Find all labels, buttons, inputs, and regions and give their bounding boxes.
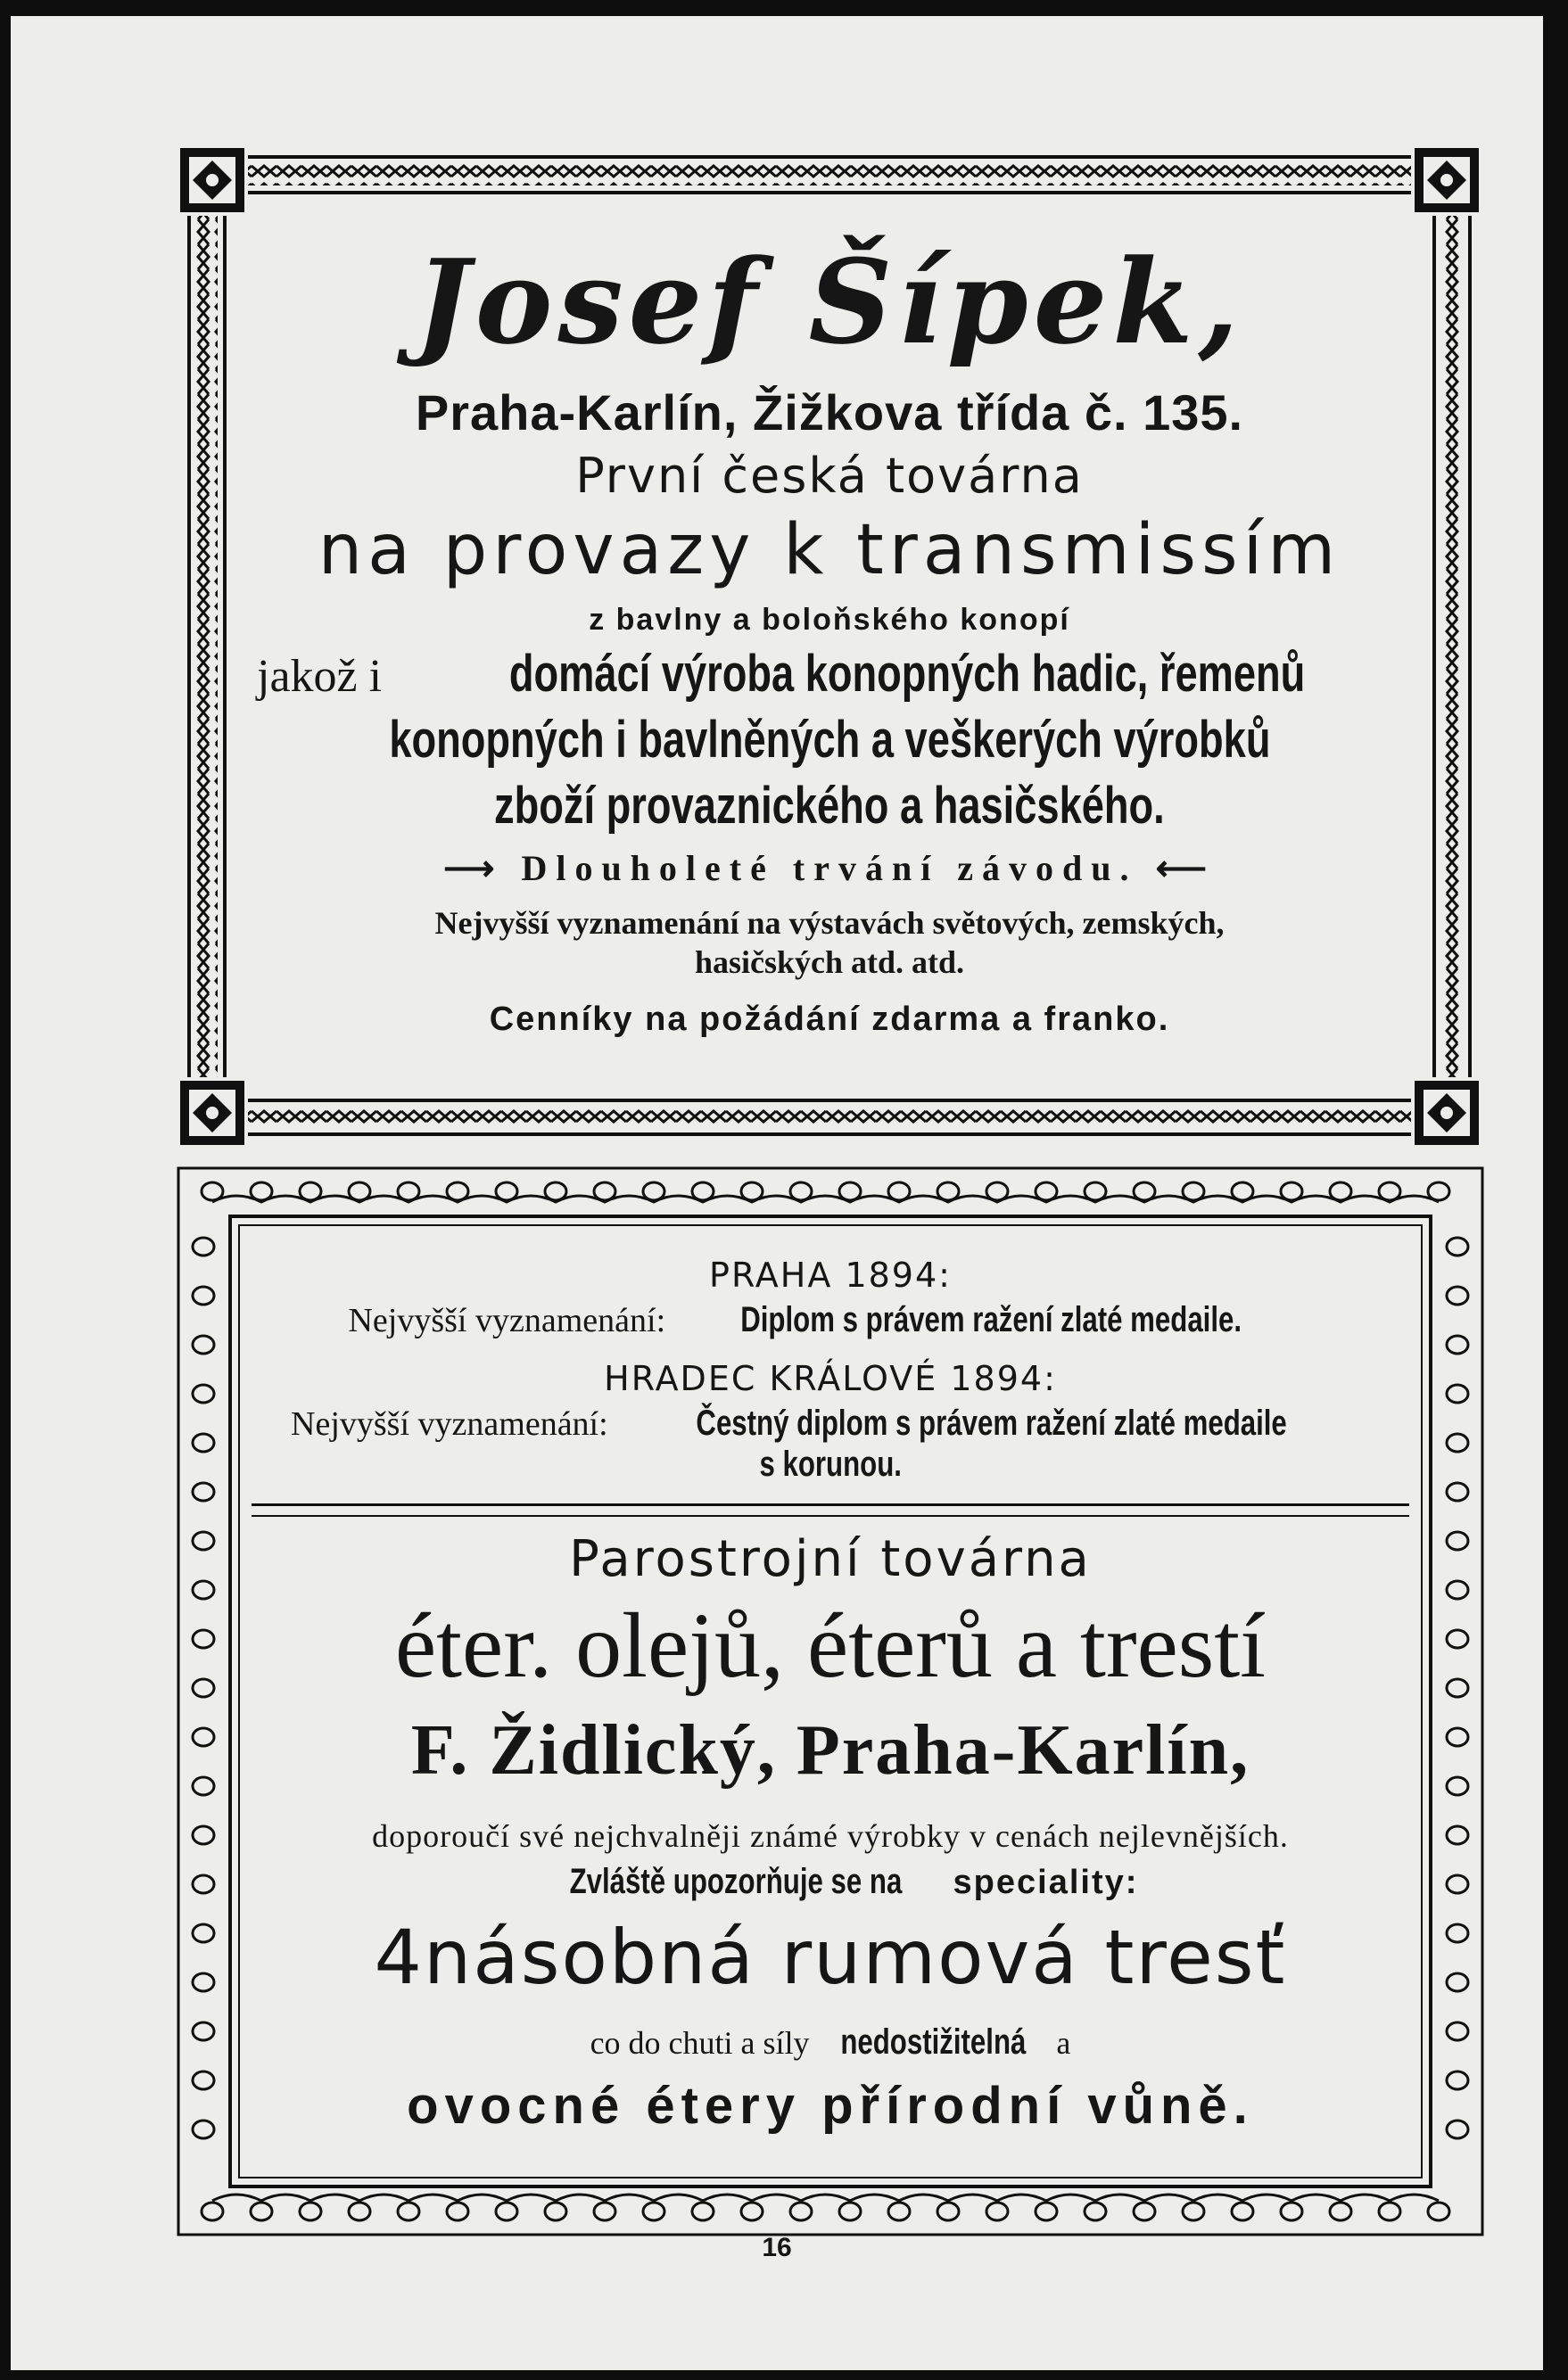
products-line-2: konopných i bavlněných a veškerých výrobků xyxy=(388,711,1271,769)
award-2-line: Nejvyšší vyznamenání: Čestný diplom s právem ražení zlaté medaile xyxy=(291,1404,1287,1443)
products-line-1: jakož i domácí výroba konopných hadic, řemenů xyxy=(257,645,1306,703)
recommend-line: doporoučí své nejchvalněji známé výrobky v cenách nejlevnějších. xyxy=(372,1818,1289,1854)
company-name: F. Židlický, Praha-Karlín, xyxy=(410,1711,1250,1790)
award-1-line: Nejvyšší vyznamenání: Diplom s právem ražení zlaté medaile. xyxy=(348,1300,1242,1339)
award-2-line-cont: s korunou. xyxy=(759,1445,902,1484)
tradition-line: ⟶ Dlouholeté trvání závodu. ⟵ xyxy=(443,848,1216,888)
factory-line: Parostrojní továrna xyxy=(569,1530,1092,1588)
price-list-line: Cenníky na požádání zdarma a franko. xyxy=(489,1001,1170,1038)
address: Praha-Karlín, Žižkova třída č. 135. xyxy=(415,384,1244,441)
awards-line-1: Nejvyšší vyznamenání na výstavách světových, zemských, xyxy=(434,905,1225,941)
products-line-3: zboží provaznického a hasičského. xyxy=(494,777,1165,835)
ethers-line: ovocné étery přírodní vůně. xyxy=(407,2077,1254,2135)
page-number: 16 xyxy=(762,2233,792,2262)
speciality-line: Zvláště upozorňuje se na speciality: xyxy=(569,1862,1139,1901)
arrow-left-icon: ⟵ xyxy=(1155,848,1216,888)
factory-line: První česká továrna xyxy=(575,448,1084,504)
advert-josef-sipek xyxy=(177,144,1482,1149)
material-line: z bavlny a boloňského konopí xyxy=(589,603,1070,637)
products-headline: éter. olejů, éterů a trestí xyxy=(394,1594,1266,1697)
arrow-right-icon: ⟶ xyxy=(443,848,504,888)
corner-ornament xyxy=(180,148,244,212)
advert-text xyxy=(239,1220,1422,2183)
awards-line-2: hasičských atd. atd. xyxy=(694,944,965,980)
advert-f-zidlicky xyxy=(177,1166,1484,2236)
divider xyxy=(252,1503,1409,1517)
company-name: Josef Šípek, xyxy=(415,234,1244,370)
page xyxy=(11,16,1543,2370)
award-2-title: HRADEC KRÁLOVÉ 1894: xyxy=(604,1359,1057,1398)
taste-line: co do chuti a síly nedostižitelná a xyxy=(590,2022,1071,2062)
advert-text xyxy=(257,234,1402,1125)
award-1-title: PRAHA 1894: xyxy=(709,1256,952,1295)
rum-essence-line: 4násobná rumová tresť xyxy=(374,1914,1287,2001)
product-headline: na provazy k transmissím xyxy=(318,510,1341,590)
